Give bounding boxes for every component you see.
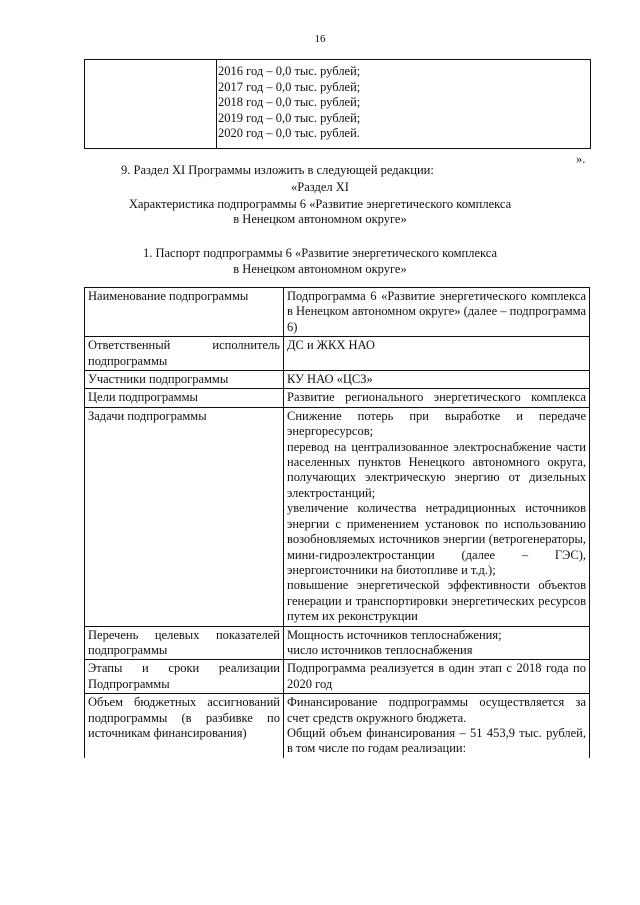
row-value: Подпрограмма 6 «Развитие энергетического комплекса в Ненецком автономном округе» (далее – подпрограмма 6) xyxy=(284,288,590,337)
row-label: Перечень целевых показателей подпрограммы xyxy=(85,626,284,660)
page-number: 16 xyxy=(314,33,326,45)
section-subtitle-line-2: в Ненецком автономном округе» xyxy=(233,212,407,226)
passport-row-indicators xyxy=(85,626,590,660)
funding-line-2020: 2020 год – 0,0 тыс. рублей. xyxy=(218,126,360,140)
row-value: Развитие регионального энергетического комплекса xyxy=(284,389,590,407)
passport-title-line-2: в Ненецком автономном округе» xyxy=(233,262,407,276)
row-label: Этапы и сроки реализации Подпрограммы xyxy=(85,660,284,694)
row-value: Мощность источников теплоснабжения; число источников теплоснабжения xyxy=(284,626,590,660)
passport-row-executor xyxy=(85,337,590,371)
section-title: «Раздел XI xyxy=(291,180,349,194)
row-label: Ответственный исполнитель подпрограммы xyxy=(85,337,284,371)
passport-row-budget xyxy=(85,694,590,758)
continued-table xyxy=(84,59,591,149)
row-value: ДС и ЖКХ НАО xyxy=(284,337,590,371)
row-label: Наименование подпрограммы xyxy=(85,288,284,337)
continued-table-right-cell xyxy=(218,64,360,142)
row-value: Подпрограмма реализуется в один этап с 2018 года по 2020 год xyxy=(284,660,590,694)
funding-line-2017: 2017 год – 0,0 тыс. рублей; xyxy=(218,79,361,94)
passport-row-name xyxy=(85,288,590,337)
passport-row-stages xyxy=(85,660,590,694)
point-9-text: 9. Раздел XI Программы изложить в следующей редакции: xyxy=(121,163,434,177)
funding-line-2018: 2018 год – 0,0 тыс. рублей; xyxy=(218,95,361,109)
row-value: КУ НАО «ЦСЗ» xyxy=(284,371,590,389)
row-label: Цели подпрограммы xyxy=(85,389,284,407)
row-label: Объем бюджетных ассигнований подпрограммы (в разбивке по источникам финансирования) xyxy=(85,694,284,758)
closing-quote: ». xyxy=(576,152,586,166)
continued-table-left-cell xyxy=(85,60,217,148)
row-label: Задачи подпрограммы xyxy=(85,407,284,626)
passport-row-participants xyxy=(85,371,590,389)
passport-row-tasks xyxy=(85,407,590,626)
section-subtitle-line-1: Характеристика подпрограммы 6 «Развитие энергетического комплекса xyxy=(128,197,512,211)
row-value: Снижение потерь при выработке и передаче энергоресурсов; перевод на централизованное электроснабжение части населенных пунктов Ненецкого автономного округа, получающих электрическую энергию от дизельных электростанций; увеличение количества нетрадиционных источников энергии с применением установок по использованию возобновляемых источников энергии (ветрогенераторы, мини-гидроэлектростанции (далее – ГЭС), энергоисточники на биотопливе и т.д.); повышение энергетической эффективности объектов генерации и транспортировки энергетических ресурсов путем их реконструкции xyxy=(284,407,590,626)
row-label: Участники подпрограммы xyxy=(85,371,284,389)
row-value: Финансирование подпрограммы осуществляется за счет средств окружного бюджета. Общий объем финансирования – 51 453,9 тыс. рублей, в том числе по годам реализации: xyxy=(284,694,590,758)
funding-line-2016: 2016 год – 0,0 тыс. рублей; xyxy=(218,64,361,78)
passport-title-line-1: 1. Паспорт подпрограммы 6 «Развитие энергетического комплекса xyxy=(142,246,498,260)
passport-table xyxy=(84,287,590,758)
funding-line-2019: 2019 год – 0,0 тыс. рублей; xyxy=(218,110,361,125)
passport-row-goals xyxy=(85,389,590,407)
